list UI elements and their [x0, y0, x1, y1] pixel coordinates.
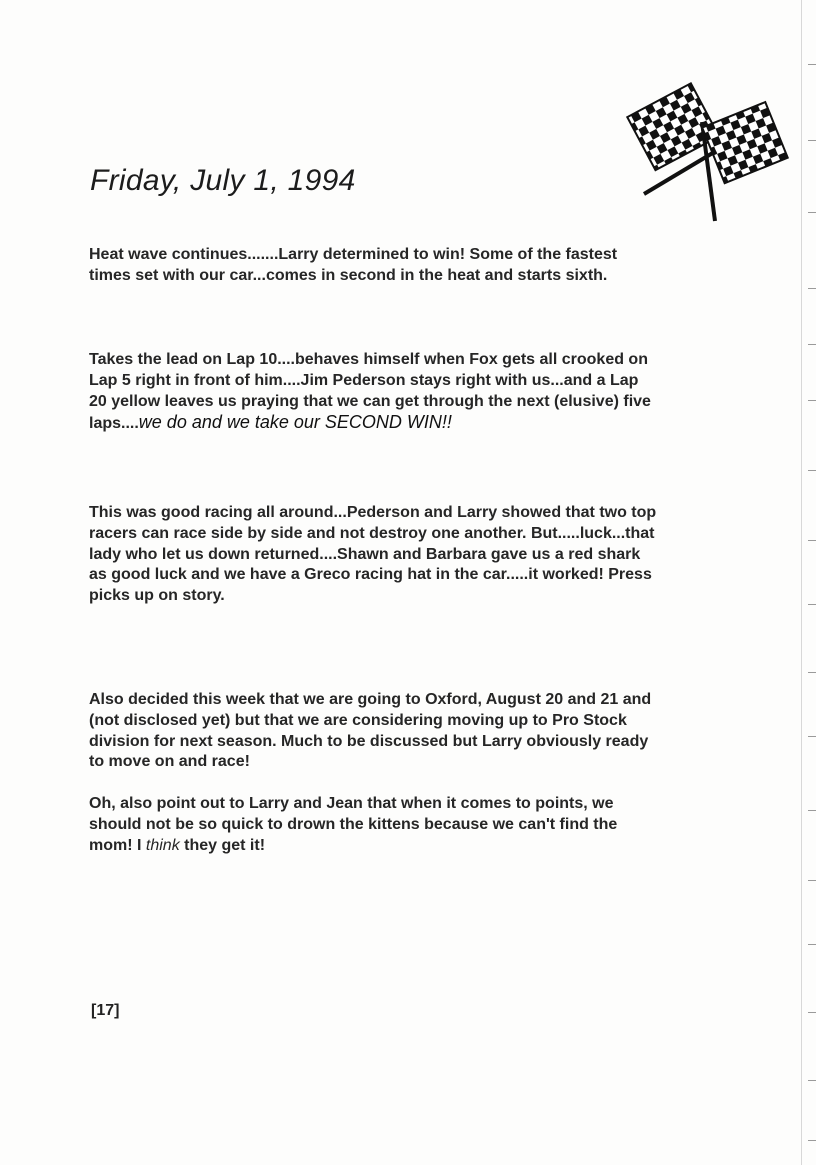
page-number: [17] [91, 1002, 120, 1019]
paragraph-5-text-after: they get it! [179, 836, 266, 854]
paragraph-4: Also decided this week that we are going to Oxford, August 20 and 21 and (not disclosed yet) but that we are considering moving up to Pro Stock division for next season. Much to be discussed but Larry obviously ready to move on and race! [89, 691, 652, 771]
checkered-flags-icon [612, 56, 792, 228]
paragraph-2-text: Takes the lead on Lap 10....behaves himself when Fox gets all crooked on Lap 5 right in front of him....Jim Pederson stays right with us...and a Lap 20 yellow leaves us praying that we can get through the next (elusive) five laps.... [89, 351, 651, 433]
page-title: Friday, July 1, 1994 [90, 164, 356, 197]
page-edge [801, 0, 816, 1165]
paragraph-2-emphasis: we do and we take our SECOND WIN!! [138, 412, 452, 433]
paragraph-2 [89, 350, 659, 435]
paragraph-1: Heat wave continues.......Larry determined to win! Some of the fastest times set with our car...comes in second in the heat and starts sixth. [89, 246, 618, 284]
paragraph-3: This was good racing all around...Pederson and Larry showed that two top racers can race side by side and not destroy one another. But.....luck...that lady who let us down returned....Shawn and Barbara gave us a red shark as good luck and we have a Greco racing hat in the car.....it worked! Press picks up on story. [89, 504, 657, 605]
paragraph-5-text-before: Oh, also point out to Larry and Jean that when it comes to points, we should not be so quick to drown the kittens because we can't find the mom! I [89, 795, 618, 854]
paragraph-5-italic: think [145, 836, 180, 854]
paragraph-5 [89, 794, 659, 856]
